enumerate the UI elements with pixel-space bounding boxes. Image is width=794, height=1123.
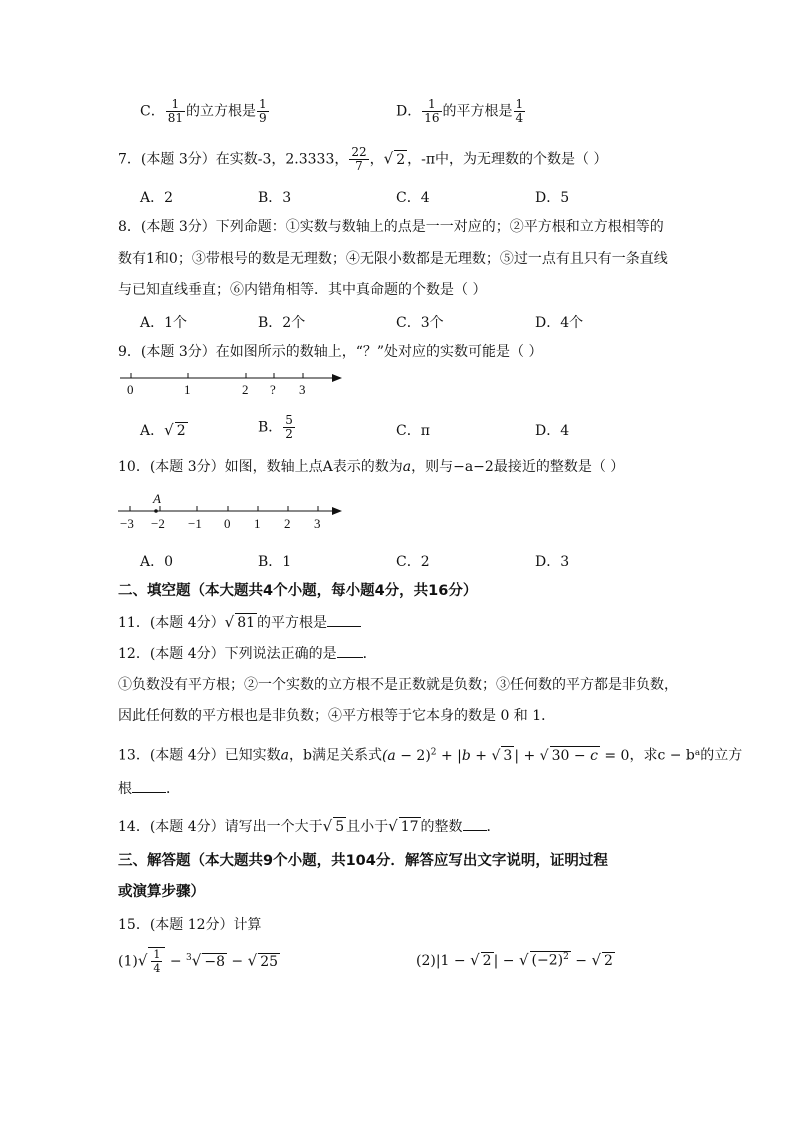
q7-option-d: D．5 (535, 190, 570, 206)
section-3-heading-line-2: 或演算步骤） (118, 884, 205, 900)
axis-label-question: ? (270, 382, 276, 397)
fraction: $\frac{1}{16}$ (424, 97, 440, 125)
axis-label-neg2: −2 (151, 516, 165, 531)
axis-label-neg1: −1 (188, 516, 202, 531)
question-8-line-1: 8．(本题 3分）下列命题：①实数与数轴上的点是一一对应的；②平方根和立方根相等的 (118, 219, 664, 235)
q6-option-d: D． $\frac{1}{16}$ 的平方根是 $\frac{1}{4}$ (396, 97, 524, 125)
question-11: 11．(本题 4分）√ 81 的平方根是 (118, 613, 361, 632)
q9-number-line (118, 366, 348, 398)
axis-label-2: 2 (242, 382, 249, 397)
q8-option-a: A．1个 (140, 315, 188, 331)
q10-option-b: B．1 (258, 554, 292, 570)
q6-option-c: C． $\frac{1}{81}$ 的立方根是 $\frac{1}{9}$ (140, 97, 267, 125)
axis-label-2: 2 (284, 516, 291, 531)
q10-option-a: A．0 (140, 554, 174, 570)
q7-option-a: A．2 (140, 190, 174, 206)
answer-blank (463, 830, 487, 831)
axis-label-3: 3 (314, 516, 321, 531)
q9-option-d: D．4 (535, 423, 570, 439)
question-8-line-3: 与已知直线垂直；⑥内错角相等．其中真命题的个数是（ ） (118, 282, 487, 298)
question-10: 10．(本题 3分）如图，数轴上点A表示的数为a，则与−a−2最接近的整数是（ ） (118, 459, 625, 475)
q9-option-c: C．π (396, 423, 430, 439)
q13-expression: $(a - 2)^2 + |b$ + √ 3 | + √ 30 − c = 0 (381, 747, 630, 764)
question-12-line-2: ①负数没有平方根；②一个实数的立方根不是正数就是负数；③任何数的平方都是非负数， (118, 677, 678, 693)
section-2-heading: 二、填空题（本大题共4个小题，每小题4分，共16分） (118, 583, 478, 599)
question-7: 7．(本题 3分）在实数-3，2.3333， $\frac{22}{7}$ ，√ 2 ，-π中，为无理数的个数是（ ） (118, 145, 608, 173)
point-a-label: A (153, 491, 161, 506)
axis-label-neg3: −3 (120, 516, 134, 531)
q15-part-1: (1)√ $\frac{1}{4}$ − $^3$√ −8 − √ 25 (118, 948, 279, 975)
fraction: $\frac{22}{7}$ (351, 145, 367, 173)
axis-label-0: 0 (224, 516, 231, 531)
q10-option-c: C．2 (396, 554, 430, 570)
axis-label-3: 3 (299, 382, 306, 397)
q10-number-line (116, 488, 348, 532)
q7-option-b: B．3 (258, 190, 292, 206)
question-14: 14．(本题 4分）请写出一个大于√ 5 且小于√ 17 的整数 ． (118, 817, 501, 835)
q8-option-d: D．4个 (535, 315, 584, 331)
question-13-line-2: 根 ． (118, 781, 180, 797)
q8-option-c: C．3个 (396, 315, 444, 331)
question-12: 12．(本题 4分）下列说法正确的是 ． (118, 646, 377, 662)
question-8-line-2: 数有1和0；③带根号的数是无理数；④无限小数都是无理数；⑤过一点有且只有一条直线 (118, 251, 668, 267)
sqrt-expression: 2 (396, 151, 406, 168)
fraction: $\frac{1}{4}$ (515, 97, 524, 125)
fraction: $\frac{1}{9}$ (259, 97, 267, 125)
question-9: 9．(本题 3分）在如图所示的数轴上，“？”处对应的实数可能是（ ） (118, 344, 543, 360)
question-13: 13．(本题 4分）已知实数a，b满足关系式$(a - 2)^2 + |b$ + √ 3 | + √ 30 − c = 0，求c − bᵃ的立方 (118, 747, 743, 764)
answer-blank (132, 792, 166, 793)
q15-part-2: (2)|1 − √ 2 | − √ $(-2)^2$ − √ 2 (416, 951, 613, 969)
section-3-heading-line-1: 三、解答题（本大题共9个小题，共104分．解答应写出文字说明，证明过程 (118, 853, 608, 869)
q9-option-a: A．√ 2 (140, 421, 186, 439)
q9-option-b: B． $\frac{5}{2}$ (258, 413, 293, 441)
answer-blank (327, 626, 361, 627)
q10-option-d: D．3 (535, 554, 570, 570)
answer-blank (337, 657, 363, 658)
question-12-line-3: 因此任何数的平方根也是非负数；④平方根等于它本身的数是 0 和 1． (118, 708, 556, 724)
axis-label-1: 1 (254, 516, 261, 531)
axis-label-0: 0 (127, 382, 134, 397)
axis-label-1: 1 (184, 382, 191, 397)
fraction: $\frac{1}{81}$ (167, 97, 183, 125)
q7-option-c: C．4 (396, 190, 430, 206)
q8-option-b: B．2个 (258, 315, 306, 331)
question-15: 15．(本题 12分）计算 (118, 917, 262, 933)
